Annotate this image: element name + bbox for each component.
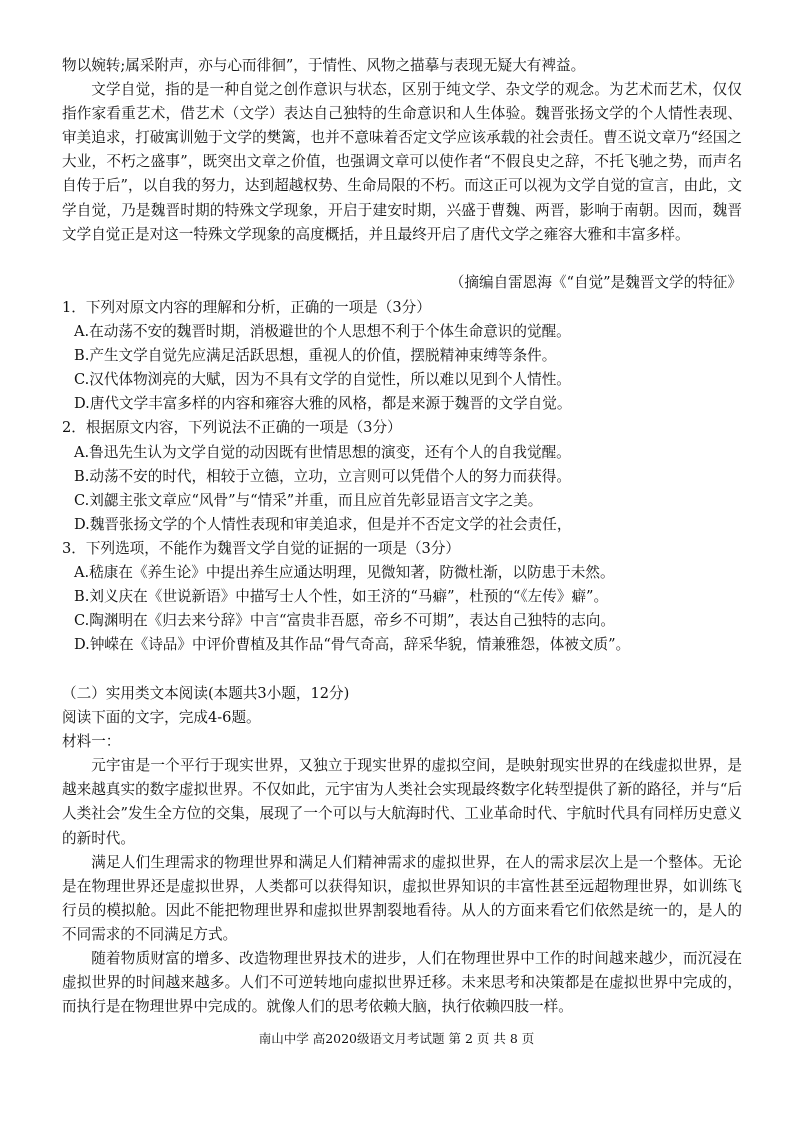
question-3 (62, 537, 742, 657)
section-instruction: 阅读下面的文字，完成4-6题。 (62, 709, 261, 727)
option-a: A.在动荡不安的魏晋时期，消极避世的个人思想不利于个体生命意识的觉醒。 (74, 323, 571, 341)
option-c: C.陶渊明在《归去来兮辞》中言“富贵非吾愿，帝乡不可期”，表达自己独特的志向。 (74, 612, 615, 630)
section-heading: （二）实用类文本阅读(本题共3小题，12分) (62, 685, 350, 702)
passage-continued (62, 54, 742, 247)
question-stem: 2．根据原文内容，下列说法不正确的一项是（3分） (62, 419, 402, 437)
questions-block (62, 296, 742, 657)
option-b: B.动荡不安的时代，相较于立德，立功，立言则可以凭借个人的努力而获得。 (74, 467, 571, 485)
paragraph: 物以婉转;属采附声，亦与心而徘徊”，于情性、风物之描摹与表现无疑大有裨益。 (62, 57, 586, 74)
option-a: A.鲁迅先生认为文学自觉的动因既有世情思想的演变，还有个人的自我觉醒。 (74, 443, 571, 461)
paragraph: 文学自觉，指的是一种自觉之创作意识与状态，区别于纯文学、杂文学的观念。为艺术而艺术，仅仅指作家看重艺术，借艺术（文学）表达自己独特的生命意识和人生体验。魏晋张扬文学的个人情性表现、审美追求，打破寓训勉于文学的樊篱，也并不意味着否定文学应该承载的社会责任。曹丕说文章乃“经国之大业，不朽之盛事”，既突出文章之价值，也强调文章可以使作者“不假良史之辞，不托飞驰之势，而声名自传于后”，以自我的努力，达到超越权势、生命局限的不朽。而这正可以视为文学自觉的宣言，由此，文学自觉，乃是魏晋时期的特殊文学现象，开启于建安时期，兴盛于曹魏、两晋，影响于南朝。因而，魏晋文学自觉正是对这一特殊文学现象的高度概括，并且最终开启了唐代文学之雍容大雅和丰富多样。 (62, 81, 742, 243)
source-citation: （摘编自雷恩海《“自觉”是魏晋文学的特征》 (449, 274, 742, 291)
option-c: C.刘勰主张文章应“风骨”与“情采”并重，而且应首先彰显语言文字之美。 (74, 491, 543, 509)
paragraph: 随着物质财富的增多、改造物理世界技术的进步，人们在物理世界中工作的时间越来越少，而沉浸在虚拟世界的时间越来越多。人们不可逆转地向虚拟世界迁移。未来思考和决策都是在虚拟世界中完成的，而执行是在物理世界中完成的。就像人们的思考依赖大脑，执行依赖四肢一样。 (62, 950, 742, 1016)
option-d: D.唐代文学丰富多样的内容和雍容大雅的风格，都是来源于魏晋的文学自觉。 (74, 395, 572, 413)
option-d: D.魏晋张扬文学的个人情性表现和审美追求，但是并不否定文学的社会责任， (74, 515, 572, 533)
section-two (62, 682, 742, 1019)
paragraph: 元宇宙是一个平行于现实世界，又独立于现实世界的虚拟空间，是映射现实世界的在线虚拟世界，是越来越真实的数字虚拟世界。不仅如此，元宇宙为人类社会实现最终数字化转型提供了新的路径，并与“后人类社会”发生全方位的交集，展现了一个可以与大航海时代、工业革命时代、宇航时代具有同样历史意义的新时代。 (62, 757, 742, 847)
option-a: A.嵇康在《养生论》中提出养生应通达明理，见微知著，防微杜渐，以防患于未然。 (74, 564, 615, 582)
option-b: B.产生文学自觉先应满足活跃思想，重视人的价值，摆脱精神束缚等条件。 (74, 347, 557, 365)
question-stem: 3．下列选项，不能作为魏晋文学自觉的证据的一项是（3分） (62, 539, 461, 557)
question-1 (62, 296, 742, 416)
option-c: C.汉代体物浏亮的大赋，因为不具有文学的自觉性，所以难以见到个人情性。 (74, 371, 571, 389)
option-d: D.钟嵘在《诗品》中评价曹植及其作品“骨气奇高，辞采华貌，情兼雅怨，体被文质”。 (74, 636, 631, 654)
question-2 (62, 416, 742, 536)
paragraph: 满足人们生理需求的物理世界和满足人们精神需求的虚拟世界，在人的需求层次上是一个整体。无论是在物理世界还是虚拟世界，人类都可以获得知识，虚拟世界知识的丰富性甚至远超物理世界，如训练飞行员的模拟舱。因此不能把物理世界和虚拟世界割裂地看待。从人的方面来看它们依然是统一的，是人的不同需求的不同满足方式。 (62, 853, 742, 943)
option-b: B.刘义庆在《世说新语》中描写士人个性，如王济的“马癖”，杜预的“《左传》癖”。 (74, 588, 609, 606)
material-label: 材料一： (62, 733, 121, 751)
page-footer: 南山中学 高2020级语文月考试题 第 2 页 共 8 页 (258, 1031, 535, 1046)
question-stem: 1．下列对原文内容的理解和分析，正确的一项是（3分） (62, 299, 431, 316)
